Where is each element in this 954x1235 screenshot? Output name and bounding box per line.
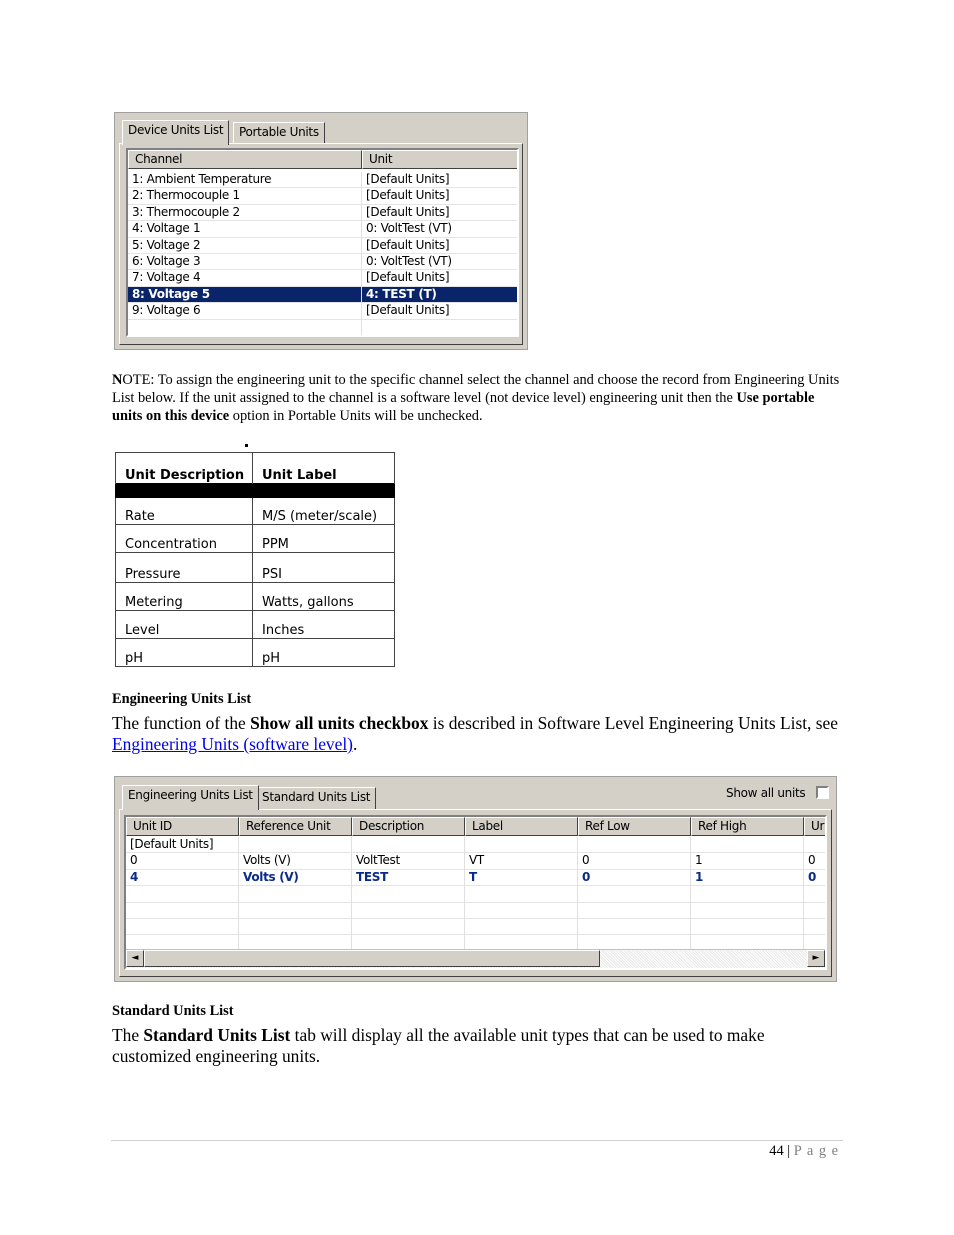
channel-cell: 8: Voltage 5: [132, 286, 210, 301]
grid-body: [126, 837, 825, 950]
column-header[interactable]: [691, 817, 804, 836]
tab-portable-units[interactable]: [233, 122, 325, 144]
grid-cell: 0: [582, 853, 590, 868]
channel-cell: 3: Thermocouple 2: [132, 204, 240, 219]
table-row[interactable]: [126, 886, 825, 902]
grid-cell: [239, 919, 352, 935]
grid-cell: [352, 886, 465, 902]
header-label: Ur: [811, 819, 825, 833]
header-label: Unit ID: [133, 819, 172, 833]
column-header-channel[interactable]: [128, 150, 362, 169]
scroll-left-icon: ◄: [131, 953, 139, 963]
show-all-units-checkbox[interactable]: [816, 786, 829, 799]
column-header[interactable]: [126, 817, 239, 836]
show-all-paragraph: [112, 713, 847, 755]
page-label: P a g e: [793, 1143, 839, 1159]
channel-cell: 4: Voltage 1: [132, 221, 201, 236]
grid-cell: VT: [469, 853, 484, 868]
scroll-right-icon: ►: [812, 953, 820, 963]
list-item[interactable]: [128, 303, 517, 319]
grid-cell: [465, 837, 578, 853]
column-divider: [464, 837, 465, 950]
channel-cell: 5: Voltage 2: [132, 237, 201, 252]
grid-cell: 0: [582, 869, 591, 884]
scroll-right-button[interactable]: [807, 950, 825, 967]
engineering-units-software-link[interactable]: Engineering Units (software level): [112, 734, 353, 754]
grid-cell: [239, 903, 352, 919]
show-all-units-label: Show all units: [726, 786, 806, 800]
channel-cell: 7: Voltage 4: [132, 270, 201, 285]
grid-cell: [126, 903, 239, 919]
table-marker: [245, 444, 248, 447]
grid-cell: [578, 919, 691, 935]
table-black-row: [116, 484, 395, 498]
grid-cell: [126, 919, 239, 935]
grid-cell: [804, 837, 826, 853]
table-row[interactable]: [126, 870, 825, 886]
unit-cell: 4: TEST (T): [366, 286, 437, 301]
channel-unit-list[interactable]: [126, 148, 519, 337]
column-divider: [803, 837, 804, 950]
list-item[interactable]: [128, 270, 517, 286]
list-item[interactable]: [128, 320, 517, 336]
grid-cell: 1: [695, 869, 704, 884]
table-row: [116, 583, 395, 611]
list-item[interactable]: [128, 188, 517, 204]
grid-cell: 0: [808, 869, 817, 884]
black-bar: [116, 484, 395, 498]
channel-cell: 1: Ambient Temperature: [132, 172, 272, 186]
column-header[interactable]: [239, 817, 352, 836]
grid-cell: [465, 886, 578, 902]
unit-description-table: [115, 452, 395, 667]
table-row[interactable]: [126, 837, 825, 853]
header-label: Description: [359, 819, 425, 833]
header-label: Channel: [135, 152, 183, 166]
grid-cell: 0: [130, 853, 138, 868]
unit-label-cell: M/S (meter/scale): [253, 498, 395, 525]
unit-description-cell: pH: [116, 639, 253, 667]
tab-label: Standard Units List: [262, 790, 371, 804]
unit-cell: 0: VoltTest (VT): [366, 221, 452, 236]
note-text: OTE: To assign the engineering unit to the specific channel select the channel and choose the record from Engineering Units List below. If the unit assigned to the channel is a software level (not device level) engineering unit then the: [112, 372, 840, 406]
device-units-panel: [114, 112, 528, 350]
page-number: 44: [769, 1143, 784, 1159]
list-item[interactable]: [128, 287, 517, 303]
grid-cell: [239, 837, 352, 853]
note-paragraph: [112, 371, 842, 425]
grid-cell: [352, 919, 465, 935]
grid-cell: [578, 886, 691, 902]
column-header[interactable]: [804, 817, 826, 836]
header-label: Label: [472, 819, 503, 833]
grid-cell: [126, 886, 239, 902]
column-header[interactable]: [465, 817, 578, 836]
footer-separator: |: [783, 1143, 794, 1159]
grid-cell: [804, 886, 826, 902]
grid-cell: [465, 903, 578, 919]
para-text: The: [112, 1025, 144, 1045]
header-label: Ref High: [698, 819, 747, 833]
header-label: Ref Low: [585, 819, 630, 833]
header-unit-description: Unit Description: [116, 453, 253, 484]
table-row: [116, 553, 395, 583]
grid-cell: [578, 837, 691, 853]
footer-rule: [111, 1140, 843, 1141]
grid-cell: [352, 903, 465, 919]
grid-cell: Volts (V): [243, 869, 299, 884]
para-text: The function of the: [112, 713, 251, 733]
grid-cell: 4: [130, 869, 139, 884]
para-text: is described in Software Level Engineering Units List, see: [428, 713, 838, 733]
unit-cell: [362, 320, 519, 336]
column-divider: [361, 172, 362, 335]
unit-label-cell: PPM: [253, 525, 395, 553]
note-text-end: option in Portable Units will be unchecked.: [229, 408, 483, 424]
unit-cell: [Default Units]: [366, 303, 450, 318]
list-item[interactable]: [128, 205, 517, 221]
tab-standard-units-list[interactable]: [256, 787, 376, 809]
unit-label-cell: Inches: [253, 611, 395, 639]
unit-cell: [Default Units]: [366, 204, 450, 219]
table-row: [116, 498, 395, 525]
header-label: Unit: [369, 152, 393, 166]
grid-cell: T: [469, 869, 477, 884]
list-item[interactable]: [128, 172, 517, 188]
channel-cell: 2: Thermocouple 1: [132, 188, 240, 203]
horizontal-scrollbar[interactable]: [126, 949, 825, 968]
tab-label: Device Units List: [128, 123, 224, 137]
grid-cell: [804, 903, 826, 919]
scroll-thumb[interactable]: [144, 950, 600, 967]
grid-cell: TEST: [356, 869, 389, 884]
channel-cell: [128, 320, 362, 336]
channel-cell: 9: Voltage 6: [132, 303, 201, 318]
para-bold: Standard Units List: [143, 1025, 291, 1045]
para-text: .: [352, 734, 358, 754]
grid-cell: [691, 903, 804, 919]
header-unit-label: Unit Label: [253, 453, 395, 484]
grid-cell: [465, 919, 578, 935]
table-row: [116, 525, 395, 553]
table-row[interactable]: [126, 903, 825, 919]
column-divider: [351, 837, 352, 950]
unit-description-cell: Pressure: [116, 553, 253, 583]
grid-cell: [691, 919, 804, 935]
column-header[interactable]: [352, 817, 465, 836]
table-row: [116, 611, 395, 639]
table-row: [116, 639, 395, 667]
unit-description-cell: Concentration: [116, 525, 253, 553]
para-text: tab will display all the available unit types that can be used to make customized engineering units.: [112, 1025, 765, 1066]
unit-description-cell: Metering: [116, 583, 253, 611]
page-footer: [769, 1143, 839, 1160]
caption-standard-units-list: Standard Units List: [112, 1003, 234, 1019]
table-header-row: [116, 453, 395, 484]
para-bold: Show all units checkbox: [250, 713, 429, 733]
unit-cell: [Default Units]: [366, 270, 450, 285]
unit-description-cell: Level: [116, 611, 253, 639]
grid-cell: [239, 886, 352, 902]
unit-cell: [Default Units]: [366, 172, 450, 186]
unit-cell: [Default Units]: [366, 188, 450, 203]
header-label: Reference Unit: [246, 819, 331, 833]
standard-units-paragraph: [112, 1025, 847, 1067]
unit-cell: [Default Units]: [366, 237, 450, 252]
column-divider: [577, 837, 578, 950]
column-divider: [238, 837, 239, 950]
tab-device-units-list[interactable]: [122, 120, 229, 145]
tab-engineering-units-list[interactable]: [122, 785, 259, 810]
grid-cell: 0: [808, 853, 816, 868]
grid-cell: [804, 919, 826, 935]
unit-label-cell: Watts, gallons: [253, 583, 395, 611]
tab-label: Engineering Units List: [128, 788, 253, 802]
unit-cell: 0: VoltTest (VT): [366, 254, 452, 268]
tab-label: Portable Units: [239, 125, 319, 139]
note-bold: Use portable units on this device: [112, 390, 815, 424]
column-header-unit[interactable]: [362, 150, 519, 169]
table-row[interactable]: [126, 853, 825, 869]
unit-label-cell: pH: [253, 639, 395, 667]
grid-cell: [Default Units]: [130, 837, 214, 851]
list-body: [128, 172, 517, 335]
unit-label-cell: PSI: [253, 553, 395, 583]
channel-cell: 6: Voltage 3: [132, 254, 201, 268]
list-item[interactable]: [128, 221, 517, 237]
column-divider: [690, 837, 691, 950]
engineering-units-grid[interactable]: [124, 815, 827, 970]
scroll-left-button[interactable]: [126, 950, 144, 967]
grid-cell: [691, 886, 804, 902]
caption-engineering-units-list: Engineering Units List: [112, 691, 252, 707]
table-body: [116, 498, 395, 667]
grid-cell: [352, 837, 465, 853]
grid-cell: Volts (V): [243, 853, 291, 868]
list-item[interactable]: [128, 254, 517, 270]
grid-cell: VoltTest: [356, 853, 400, 868]
column-header[interactable]: [578, 817, 691, 836]
grid-cell: [578, 903, 691, 919]
grid-cell: 1: [695, 853, 703, 868]
table-row[interactable]: [126, 919, 825, 935]
unit-description-cell: Rate: [116, 498, 253, 525]
list-item[interactable]: [128, 238, 517, 254]
engineering-units-panel: [114, 776, 837, 982]
note-prefix: N: [112, 372, 123, 388]
grid-cell: [691, 837, 804, 853]
